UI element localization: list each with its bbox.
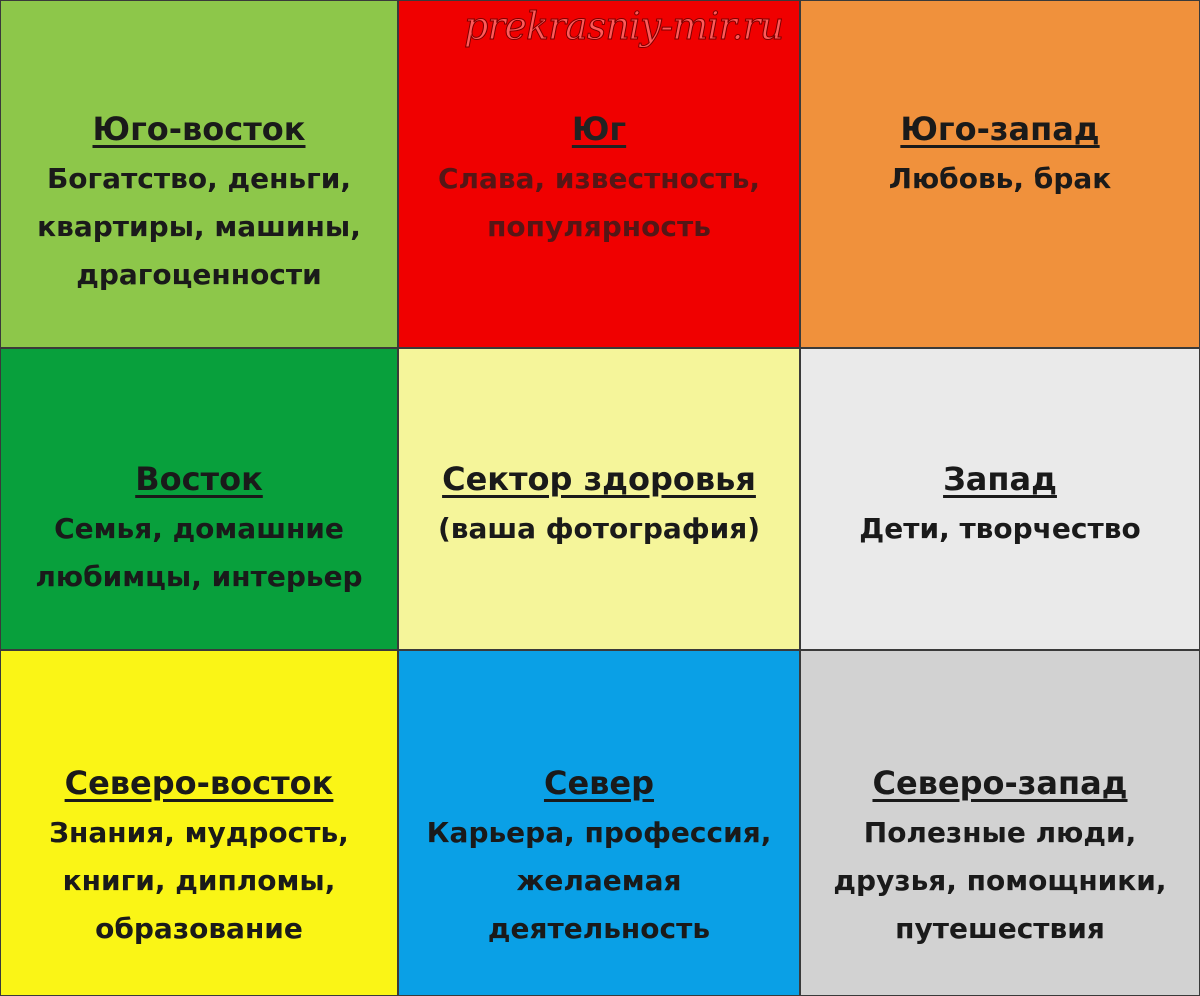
cell-health-sector (398, 348, 800, 650)
cell-southeast (0, 0, 398, 348)
cell-line: Любовь, брак (888, 162, 1112, 195)
cell-line: книги, дипломы, (62, 864, 336, 897)
cell-southwest (800, 0, 1200, 348)
cell-line: образование (95, 912, 303, 945)
cell-line: (ваша фотография) (437, 512, 760, 545)
cell-title: Юго-запад (900, 110, 1100, 148)
cell-line: деятельность (487, 912, 711, 945)
cell-north (398, 650, 800, 996)
cell-line: драгоценности (76, 258, 322, 291)
cell-east (0, 348, 398, 650)
cell-line: Богатство, деньги, (46, 162, 352, 195)
cell-line: любимцы, интерьер (35, 560, 363, 593)
cell-title: Юг (571, 110, 627, 148)
cell-title: Запад (943, 460, 1057, 498)
cell-line: квартиры, машины, (37, 210, 361, 243)
cell-line: Карьера, профессия, (426, 816, 772, 849)
cell-line: Дети, творчество (859, 512, 1141, 545)
cell-line: Знания, мудрость, (49, 816, 349, 849)
cell-northwest (800, 650, 1200, 996)
cell-line: желаемая (516, 864, 682, 897)
cell-line: Слава, известность, (437, 162, 761, 195)
cell-west (800, 348, 1200, 650)
cell-line: путешествия (895, 912, 1105, 945)
cell-line: популярность (487, 210, 711, 243)
watermark: prekrasniy-mir.ru (464, 4, 784, 48)
cell-line: Полезные люди, (863, 816, 1137, 849)
cell-title: Восток (135, 460, 263, 498)
cell-line: Семья, домашние (54, 512, 344, 545)
cell-south (398, 0, 800, 348)
cell-title: Юго-восток (92, 110, 306, 148)
cell-title: Северо-восток (64, 764, 334, 802)
cell-line: друзья, помощники, (833, 864, 1167, 897)
cell-title: Сектор здоровья (442, 460, 756, 498)
cell-title: Северо-запад (872, 764, 1128, 802)
cell-northeast (0, 650, 398, 996)
cell-title: Север (543, 764, 655, 802)
